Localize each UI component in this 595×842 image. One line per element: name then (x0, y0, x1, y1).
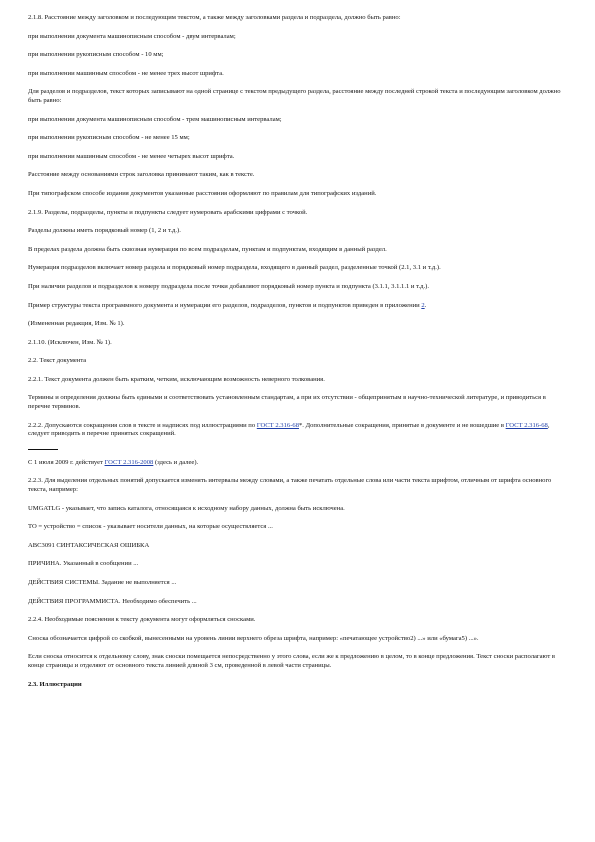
list-item-machine-four: при выполнении машинным способом - не менее четырех высот шрифта. (28, 152, 235, 160)
paragraph-footnote-mark: Сноска обозначается цифрой со скобкой, вынесенными на уровень линии верхнего обреза шрифта, например: «печатающее устройство2) ...» или «бумага5) ...». (28, 634, 479, 642)
text-segment: , следует приводить в перечне принятых сокращений. (28, 421, 550, 438)
gost-2-316-68-link-second[interactable]: ГОСТ 2.316-68 (505, 421, 548, 429)
paragraph-heading-baselines: Расстояние между основаниями строк заголовка принимают таким, как в тексте. (28, 171, 255, 179)
appendix-2-link[interactable]: 2 (421, 301, 425, 309)
gost-2-316-2008-link[interactable]: ГОСТ 2.316-2008 (104, 458, 154, 466)
text-segment: Пример структуры текста программного документа и нумерации его разделов, подразделов, пунктов и подпунктов приведен в приложении (28, 301, 422, 309)
paragraph-2-2-4: 2.2.4. Необходимые пояснения к тексту документа могут оформляться сносками. (28, 616, 256, 624)
example-umgatlg: UMGATLG - указывает, что запись каталога, относящаяся к исходному набору данных, должна быть исключена. (28, 504, 345, 512)
paragraph-structure-example (28, 302, 568, 311)
paragraph-through-numbering: В пределах раздела должна быть сквозная нумерация по всем подразделам, пунктам и подпунктам, входящим в данный раздел. (28, 245, 387, 253)
document-page (28, 14, 568, 699)
paragraph-2-1-8: 2.1.8. Расстояние между заголовком и последующим текстом, а также между заголовками раздела и подраздела, должно быть равно: (28, 14, 401, 21)
text-segment: С 1 июля 2009 г. действует (28, 458, 105, 466)
paragraph-terms: Термины и определения должны быть едиными и соответствовать установленным стандартам, а при их отсутствии - общепринятым в научно-технической литературе, и приводиться в перечне терминов. (28, 394, 546, 411)
section-heading-2-2: 2.2. Текст документа (28, 357, 87, 365)
paragraph-footnote-placement: Если сноска относится к отдельному слову, знак сноски помещается непосредственно у этого слова, если же к предложению в целом, то в конце предложения. Текст сноски располагают в конце страницы и отделяют от основного текста линией длиной 3 см, проведенной в левой части страницы. (28, 653, 556, 669)
list-item-handwritten-spacing: при выполнении рукописным способом - 10 мм; (28, 51, 164, 59)
example-programmer-actions: ДЕЙСТВИЯ ПРОГРАММИСТА. Необходимо обеспечить ... (28, 597, 197, 605)
text-segment: . (424, 301, 427, 309)
paragraph-typographic: При типографском способе издания документов указанные расстояния оформляют по правилам для типографских изданий. (28, 189, 377, 197)
paragraph-sections-same-page: Для разделов и подразделов, текст которых записывают на одной странице с текстом предыдущего раздела, расстояние между последней строкой текста и последующим заголовком должно быть равно: (28, 88, 561, 104)
section-heading-2-3: 2.3. Иллюстрации (28, 680, 82, 688)
paragraph-section-numbering: Разделы должны иметь порядковый номер (1, 2 и т.д.). (28, 227, 181, 235)
text-segment: *. Дополнительные сокращения, принятые в документе и не вошедшие в (299, 421, 506, 429)
paragraph-2-1-10: 2.1.10. (Исключен, Изм. № 1). (28, 338, 112, 346)
text-segment: (здесь и далее). (153, 458, 199, 466)
list-item-typewriter-spacing: при выполнении документа машинописным способом - двум интервалам; (28, 32, 236, 40)
paragraph-2-1-9: 2.1.9. Разделы, подразделы, пункты и подпункты следует нумеровать арабскими цифрами с точкой. (28, 208, 308, 216)
example-system-actions: ДЕЙСТВИЯ СИСТЕМЫ. Задание не выполняется ... (28, 579, 177, 586)
paragraph-2-2-3: 2.2.3. Для выделения отдельных понятий допускается изменять интервалы между словами, а также печатать отдельные слова или части текста шрифтом, отличным от шрифта основного текста, например: (28, 477, 552, 494)
example-to-device: ТО = устройство = список - указывает носители данных, на которые осуществляется ... (28, 523, 273, 531)
list-item-machine-spacing: при выполнении машинным способом - не менее трех высот шрифта. (28, 69, 224, 77)
paragraph-subsection-numbering: Нумерация подразделов включает номер раздела и порядковый номер подраздела, входящего в данный раздел, разделенные точкой (2.1, 3.1 и т.д.). (28, 264, 441, 272)
gost-2-316-68-link[interactable]: ГОСТ 2.316-68 (256, 421, 299, 429)
paragraph-item-numbering: При наличии разделов и подразделов к номеру подраздела после точки добавляют порядковый номер пункта и подпункта (3.1.1, 3.1.1.1 и т.д.). (28, 282, 429, 290)
list-item-handwritten-15mm: при выполнении рукописным способом - не менее 15 мм; (28, 134, 190, 142)
paragraph-2-2-2 (28, 422, 568, 439)
footnote (28, 459, 568, 468)
example-syntax-error: АВС3091 СИНТАКСИЧЕСКАЯ ОШИБКА (28, 541, 150, 549)
paragraph-2-2-1: 2.2.1. Текст документа должен быть кратким, четким, исключающим возможность неверного толкования. (28, 375, 325, 383)
footnote-divider (28, 449, 58, 450)
example-cause: ПРИЧИНА. Указанный в сообщении ... (28, 560, 139, 568)
list-item-typewriter-three: при выполнении документа машинописным способом - трем машинописным интервалам; (28, 115, 282, 123)
amendment-note: (Измененная редакция, Изм. № 1). (28, 320, 125, 328)
text-segment: 2.2.2. Допускаются сокращения слов в тексте и надписях под иллюстрациями по (28, 421, 257, 429)
